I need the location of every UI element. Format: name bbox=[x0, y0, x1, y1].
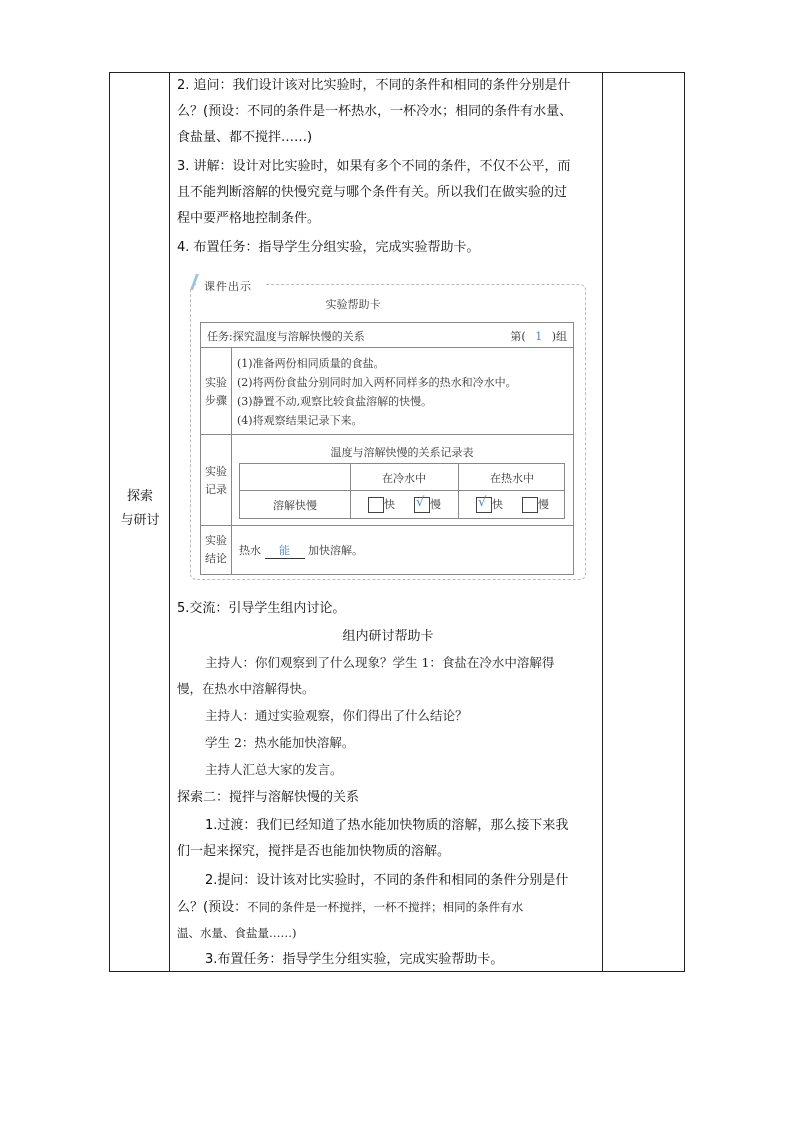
paragraph-2-line1: 2. 追问：我们设计该对比实验时，不同的条件和相同的条件分别是什 bbox=[177, 78, 571, 93]
step-item: (2)将两份食盐分别同时加入两杯同样多的热水和冷水中。 bbox=[237, 376, 517, 389]
hot-fast-checkbox[interactable] bbox=[476, 497, 492, 513]
paragraph-2-line2: 么？(预设：不同的条件是一杯热水，一杯冷水；相同的条件有水量、 bbox=[177, 104, 573, 119]
step-item: (4)将观察结果记录下来。 bbox=[237, 414, 363, 427]
col-hot-header: 在热水中 bbox=[490, 472, 534, 485]
conclusion-fill: 能 bbox=[265, 542, 305, 559]
conclusion-label-line1: 实验 bbox=[205, 534, 227, 547]
cold-answers bbox=[368, 496, 441, 513]
record-label-line1: 实验 bbox=[205, 465, 227, 478]
discussion-line: 主持人：你们观察到了什么现象？学生 1：食盐在冷水中溶解得 bbox=[205, 655, 555, 670]
col-cold-header: 在冷水中 bbox=[382, 472, 426, 485]
fast-label: 快 bbox=[384, 498, 395, 511]
paragraph-4: 4. 布置任务：指导学生分组实验，完成实验帮助卡。 bbox=[177, 240, 480, 255]
steps-label bbox=[201, 374, 231, 410]
discussion-line: 学生 2：热水能加快溶解。 bbox=[205, 735, 355, 750]
steps-label-line2: 步骤 bbox=[205, 394, 227, 407]
cold-fast-checkbox[interactable] bbox=[368, 497, 384, 513]
conclusion-label bbox=[201, 532, 231, 568]
row-speed-label: 溶解快慢 bbox=[273, 499, 317, 512]
steps-row bbox=[200, 347, 574, 435]
paragraph-5: 5.交流：引导学生组内讨论。 bbox=[177, 601, 346, 616]
conclusion-divider bbox=[231, 526, 232, 574]
steps-label-line1: 实验 bbox=[205, 376, 227, 389]
discussion-line: 主持人：通过实验观察，你们得出了什么结论？ bbox=[205, 708, 468, 723]
conclusion-row bbox=[200, 525, 574, 575]
check-mark: √ bbox=[478, 495, 487, 510]
paragraph-2-line3: 食盐量、都不搅拌……) bbox=[177, 130, 313, 145]
discussion-line: 慢，在热水中溶解得快。 bbox=[177, 681, 315, 696]
paragraph-3-line1: 3. 讲解：设计对比实验时，如果有多个不同的条件，不仅不公平，而 bbox=[177, 159, 571, 174]
steps-divider bbox=[231, 348, 232, 434]
record-table-title: 温度与溶解快慢的关系记录表 bbox=[330, 446, 474, 459]
conclusion-suffix: 加快溶解。 bbox=[308, 544, 363, 557]
section-label bbox=[110, 485, 170, 533]
hot-answers bbox=[476, 496, 549, 513]
record-label bbox=[201, 463, 231, 499]
card-tag: 课件出示 bbox=[204, 280, 252, 293]
section-label-line1: 探索 bbox=[126, 489, 153, 504]
explore2-p1-line2: 们一起来探究，搅拌是否也能加快物质的溶解。 bbox=[177, 844, 451, 859]
steps-list bbox=[237, 354, 517, 430]
record-table bbox=[239, 463, 565, 519]
paragraph-3-line2: 且不能判断溶解的快慢究竟与哪个条件有关。所以我们在做实验的过 bbox=[177, 185, 568, 200]
slow-label: 慢 bbox=[430, 498, 441, 511]
record-table-hline bbox=[240, 490, 564, 491]
section-column bbox=[110, 73, 170, 971]
step-item: (1)准备两份相同质量的食盐。 bbox=[237, 357, 385, 370]
record-label-line2: 记录 bbox=[205, 483, 227, 496]
slow-label: 慢 bbox=[538, 498, 549, 511]
section-label-line2: 与研讨 bbox=[120, 513, 160, 528]
fast-label: 快 bbox=[492, 498, 503, 511]
explore2-p2-line2-b: 不同的条件是一杯搅拌，一杯不搅拌；相同的条件有水 bbox=[247, 900, 524, 914]
task-row bbox=[200, 322, 574, 348]
check-mark: √ bbox=[416, 495, 425, 510]
group-number bbox=[510, 328, 567, 344]
explore2-heading: 探索二：搅拌与溶解快慢的关系 bbox=[177, 790, 360, 805]
discussion-line: 主持人汇总大家的发言。 bbox=[205, 762, 343, 777]
conclusion-prefix: 热水 bbox=[239, 544, 261, 557]
explore2-p2-line3: 温、水量、食盐量……) bbox=[177, 926, 297, 940]
explore2-p2-line2-a: 么？(预设： bbox=[177, 900, 248, 915]
task-label: 任务:探究温度与溶解快慢的关系 bbox=[207, 330, 365, 343]
explore2-p2-line1: 2.提问：设计该对比实验时，不同的条件和相同的条件分别是什 bbox=[205, 873, 569, 888]
cold-slow-checkbox[interactable] bbox=[414, 497, 430, 513]
group-value: 1 bbox=[535, 330, 543, 343]
group-prefix: 第( bbox=[510, 330, 526, 343]
card-title: 实验帮助卡 bbox=[325, 298, 381, 311]
paragraph-3-line3: 程中要严格地控制条件。 bbox=[177, 211, 321, 226]
explore2-p2-line2 bbox=[177, 895, 599, 920]
step-item: (3)静置不动,观察比较食盐溶解的快慢。 bbox=[237, 395, 433, 408]
hot-slow-checkbox[interactable] bbox=[522, 497, 538, 513]
discussion-card-title: 组内研讨帮助卡 bbox=[342, 629, 434, 644]
explore2-p1-line1: 1.过渡：我们已经知道了热水能加快物质的溶解，那么接下来我 bbox=[205, 818, 569, 833]
group-suffix: )组 bbox=[551, 330, 567, 343]
explore2-p3: 3.布置任务：指导学生分组实验，完成实验帮助卡。 bbox=[205, 952, 504, 967]
conclusion-label-line2: 结论 bbox=[205, 552, 227, 565]
conclusion-text bbox=[239, 542, 363, 559]
record-row bbox=[200, 434, 574, 526]
